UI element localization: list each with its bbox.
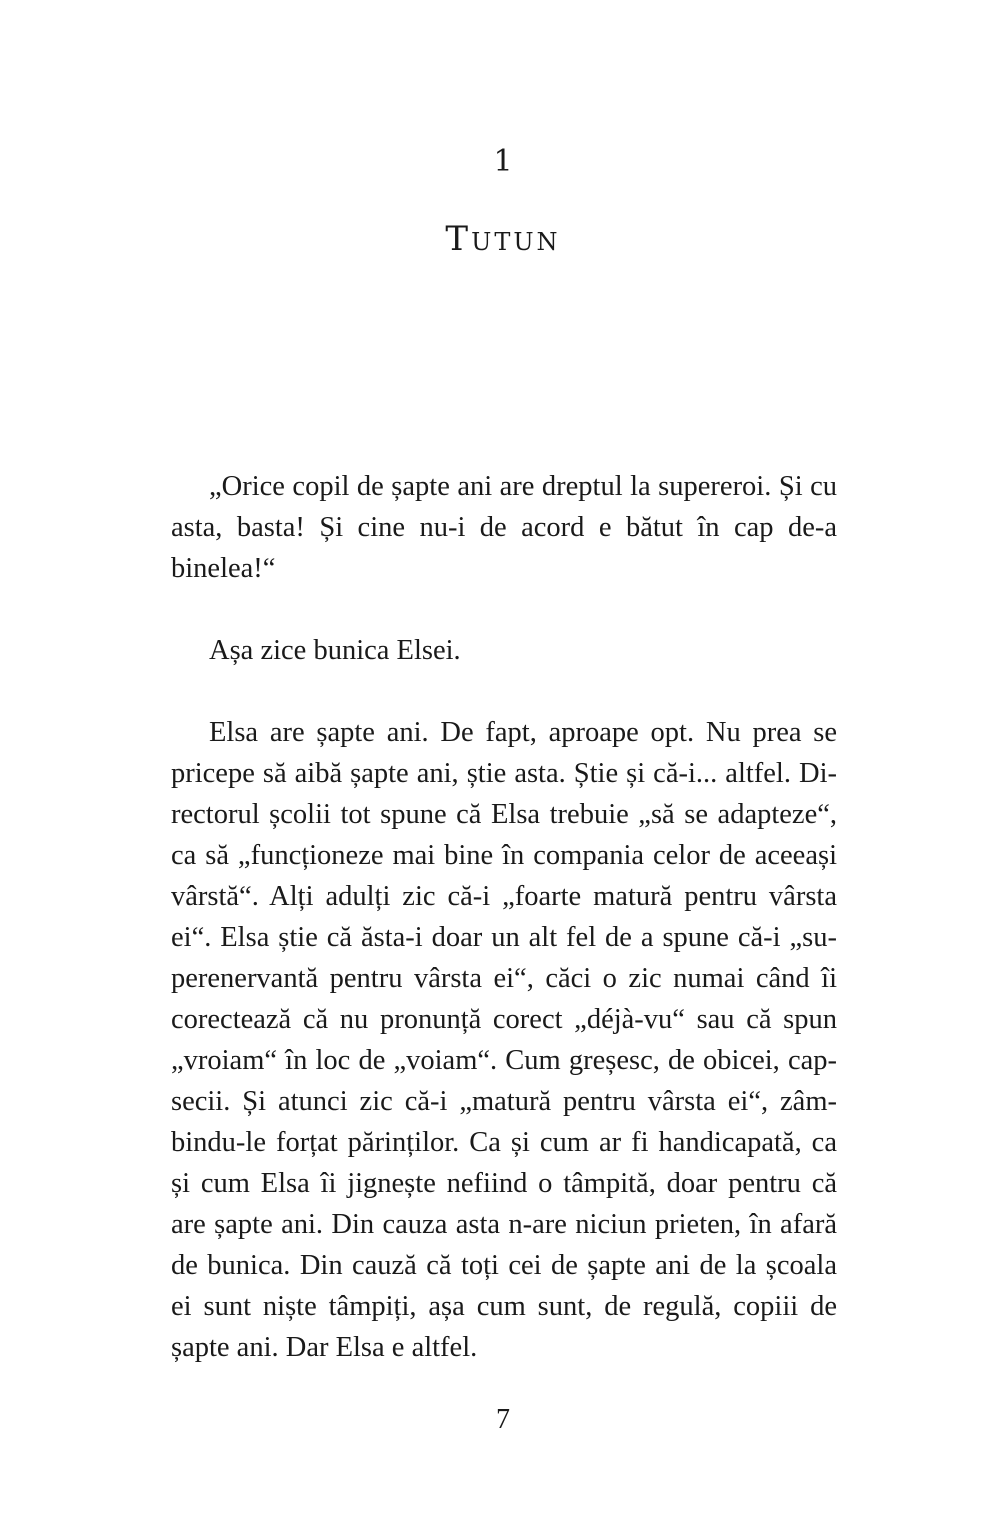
paragraph-attribution: Așa zice bunica Elsei. — [209, 635, 461, 666]
chapter-title: Tutun — [445, 219, 561, 259]
chapter-body — [171, 466, 837, 1368]
chapter-number: 1 — [493, 144, 513, 179]
paragraph-elsa-description: Elsa are șapte ani. De fapt, aproape opt. Nu prea se pricepe să aibă șapte ani, știe asta. Știe și că-i... altfel. Directorul școlii tot spune că Elsa trebuie „să se adapteze“, ca să „funcționeze mai bine în compania celor de aceeași vârstă“. Alți adulți zic că-i „foarte matură pentru vârsta ei“. Elsa știe că ăsta-i doar un alt fel de a spune că-i „superenervantă pentru vârsta ei“, căci o zic numai când îi corectează că nu pronunță corect „déjà-vu“ sau că spun „vroiam“ în loc de „voiam“. Cum greșesc, de obicei, capsecii. Și atunci zic că-i „matură pentru vârsta ei“, zâmbindu-le forțat părinților. Ca și cum ar fi handicapată, ca și cum Elsa îi jignește nefiind o tâmpită, doar pentru că are șapte ani. Din cauza asta n-are niciun prieten, în afară de bunica. Din cauză că toți cei de șapte ani de la școala ei sunt niște tâmpiți, așa cum sunt, de regulă, copiii de șapte ani. Dar Elsa e altfel. — [171, 717, 837, 1363]
paragraph-opening-quote: „Orice copil de șapte ani are dreptul la supereroi. Și cu asta, basta! Și cine nu-i de acord e bătut în cap de-a binelea!“ — [171, 471, 837, 584]
page-number: 7 — [496, 1404, 510, 1435]
